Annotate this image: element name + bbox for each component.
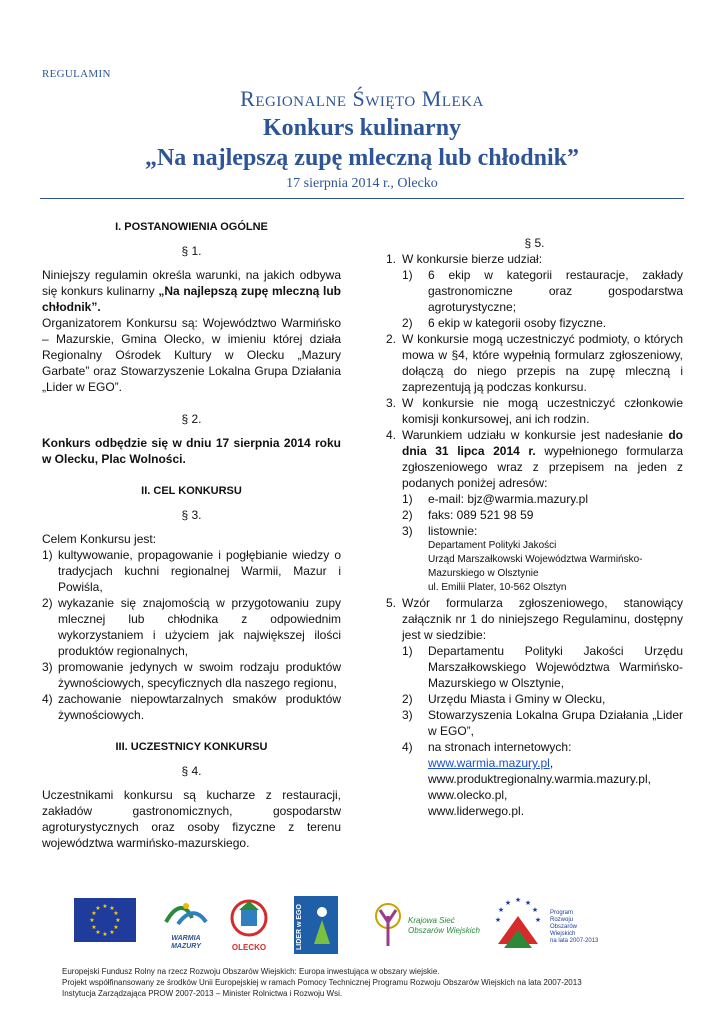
eu-flag-icon <box>74 898 136 942</box>
svg-text:★: ★ <box>89 917 95 924</box>
lider-w-ego-logo <box>294 896 338 954</box>
logo-text: Rozwoju <box>550 917 574 923</box>
list-item: 4) zachowanie niepowtarzalnych smaków produktów żywnościowych. <box>42 692 341 722</box>
logo-text: MAZURY <box>171 943 201 950</box>
paragraph-number: § 4. <box>181 764 202 778</box>
logo-text: LIDER w EGO <box>296 904 303 950</box>
lider-figure-icon <box>308 904 336 946</box>
svg-text:★: ★ <box>91 924 97 931</box>
document-kicker: REGULAMIN <box>42 68 111 80</box>
logo-text: Obszarów <box>550 924 578 930</box>
sponsor-logos <box>60 892 660 958</box>
footer-line: Instytucja Zarządzająca PROW 2007-2013 – Minister Rolnictwa i Rozwoju Wsi. <box>62 989 343 998</box>
event-name: Regionalne Święto Mleka <box>240 86 484 111</box>
paragraph-text: Niniejszy regulamin określa warunki, na jakich odbywa się konkurs kulinarny „Na najlepszą zupę mleczną lub chłodnik”. <box>42 268 341 314</box>
sub-list-item: 1) 6 ekip w kategorii restauracje, zakłady gastronomiczne oraz gospodarstwa agroturystyczne; <box>402 268 683 314</box>
svg-text:★: ★ <box>524 899 532 907</box>
footer-line: Europejski Fundusz Rolny na rzecz Rozwoju Obszarów Wiejskich: Europa inwestująca w obszary wiejskie. <box>62 967 440 976</box>
list-item: 1) kultywowanie, propagowanie i pogłębianie wiedzy o tradycjach kuchni regionalnej Warmii, Mazur i Powiśla, <box>42 548 341 594</box>
link-warmia-mazury[interactable]: www.warmia.mazury.pl <box>428 756 550 770</box>
sub-list-item: 3) Stowarzyszenia Lokalna Grupa Działania „Lider w EGO”, <box>402 708 683 738</box>
paragraph-text: Uczestnikami konkursu są kucharze z restauracji, zakładów gastronomicznych, gospodarstw agroturystycznych oraz osoby fizyczne z terenu województwa warmińsko-mazurskiego. <box>42 788 341 850</box>
paragraph-number: § 1. <box>181 244 202 258</box>
paragraph-text: Konkurs odbędzie się w dniu 17 sierpnia 2014 roku w Olecku, Plac Wolności. <box>42 436 341 466</box>
olecko-logo <box>226 894 272 954</box>
sub-list-item: 2) Urzędu Miasta i Gminy w Olecku, <box>402 692 606 706</box>
right-column <box>386 235 683 819</box>
list-item: 4. Warunkiem udziału w konkursie jest nadesłanie do dnia 31 lipca 2014 r. wypełnionego formularza zgłoszeniowego wraz z przepisem na jeden z podanych poniżej adresów: <box>386 428 683 490</box>
svg-text:★: ★ <box>514 896 522 904</box>
logo-text: Wiejskich <box>550 931 576 937</box>
link-liderwego[interactable]: www.liderwego.pl. <box>428 804 525 818</box>
paragraph-number: § 2. <box>181 412 202 426</box>
list-item: 2. W konkursie mogą uczestniczyć podmioty, o których mowa w §4, które wypełnią formularz zgłoszeniowy, dołączą do niego przepis na zupę mleczną i zaprezentują ją podczas konkursu. <box>386 332 683 394</box>
section-heading-general: I. POSTANOWIENIA OGÓLNE <box>115 221 268 233</box>
svg-text:★: ★ <box>115 917 121 924</box>
svg-text:★: ★ <box>531 906 539 914</box>
logo-text: OLECKO <box>231 943 267 952</box>
link-produkt-regionalny[interactable]: www.produktregionalny.warmia.mazury.pl, <box>428 772 651 786</box>
postal-address-line: Departament Polityki Jakości <box>428 540 557 551</box>
list-item: 3) promowanie jedynych w swoim rodzaju produktów żywnościowych, specyficznych dla naszego regionu, <box>42 660 341 690</box>
svg-text:★: ★ <box>95 905 101 912</box>
svg-text:★: ★ <box>494 916 502 924</box>
svg-text:★: ★ <box>102 903 108 910</box>
logo-text: na lata 2007-2013 <box>550 938 599 944</box>
svg-text:★: ★ <box>102 931 108 938</box>
postal-address-line: ul. Emilii Plater, 10-562 Olsztyn <box>428 582 567 593</box>
logo-text: Krajowa Sieć <box>408 916 455 925</box>
ksow-tree-icon <box>370 902 406 948</box>
event-date: 17 sierpnia 2014 r., Olecko <box>286 176 438 191</box>
paragraph-number: § 5. <box>524 236 545 250</box>
sub-list-item: 2) 6 ekip w kategorii osoby fizyczne. <box>402 316 607 330</box>
svg-text:★: ★ <box>91 910 97 917</box>
list-item: 2) wykazanie się znajomością w przygotowaniu zupy mlecznej lub chłodnika z odpowiednim wykorzystaniem i użyciem jak największej ilości produktów regionalnych, <box>42 596 341 658</box>
list-item: 1. W konkursie bierze udział: <box>386 252 543 266</box>
link-separator: , <box>549 756 554 770</box>
svg-text:★: ★ <box>95 929 101 936</box>
logo-text: Obszarów Wiejskich <box>408 926 480 935</box>
section-heading-goal: II. CEL KONKURSU <box>141 485 242 497</box>
link-olecko[interactable]: www.olecko.pl, <box>428 788 508 802</box>
list-item: 3. W konkursie nie mogą uczestniczyć członkowie komisji konkursowej, ani ich rodzin. <box>386 396 683 426</box>
svg-text:★: ★ <box>109 905 115 912</box>
footer-line: Projekt współfinansowany ze środków Unii Europejskiej w ramach Pomocy Technicznej Programu Rozwoju Obszarów Wiejskich na lata 2007-2013 <box>62 978 582 987</box>
sub-list-item: 1) Departamentu Polityki Jakości Urzędu Marszałkowskiego Województwa Warmińsko-Mazurskiego w Olsztynie, <box>402 644 683 690</box>
list-item: 5. Wzór formularza zgłoszeniowego, stanowiący załącznik nr 1 do niniejszego Regulaminu, dostępny jest w siedzibie: <box>386 596 683 642</box>
postal-address-line: Urząd Marszałkowski Województwa Warmińsko-Mazurskiego w Olsztynie <box>428 554 643 579</box>
svg-text:★: ★ <box>109 929 115 936</box>
svg-text:★: ★ <box>534 916 542 924</box>
funding-footer <box>62 966 682 999</box>
svg-text:★: ★ <box>113 924 119 931</box>
olecko-crest-icon <box>226 894 272 938</box>
logo-text: Program <box>550 910 574 916</box>
svg-text:★: ★ <box>497 906 505 914</box>
sub-list-item: 3) listownie: <box>402 524 478 538</box>
logo-text: WARMIA <box>171 935 201 942</box>
paragraph-text: Organizatorem Konkursu są: Województwo Warmińsko – Mazurskie, Gmina Olecko, w imieniu której działa Regionalny Ośrodek Kultury w Olecku „Mazury Garbate” oraz Stowarzyszenie Lokalna Grupa Działania „Lider w EGO”. <box>42 316 341 394</box>
contest-subtitle: „Na najlepszą zupę mleczną lub chłodnik” <box>144 145 580 171</box>
warmia-mazury-icon <box>158 900 214 930</box>
contest-title: Konkurs kulinarny <box>262 115 462 141</box>
ksow-logo <box>370 902 480 950</box>
prow-emblem-icon <box>488 894 548 952</box>
paragraph-text: Celem Konkursu jest: <box>42 532 157 546</box>
paragraph-number: § 3. <box>181 508 202 522</box>
prow-logo <box>488 894 608 954</box>
sub-list-item: 4) na stronach internetowych: <box>402 740 572 754</box>
warmia-mazury-logo <box>158 900 214 950</box>
section-heading-participants: III. UCZESTNICY KONKURSU <box>115 741 268 753</box>
svg-text:★: ★ <box>504 899 512 907</box>
left-column <box>42 219 341 851</box>
sub-list-item: 1) e-mail: bjz@warmia.mazury.pl <box>402 492 588 506</box>
sub-list-item: 2) faks: 089 521 98 59 <box>402 508 534 522</box>
header-divider <box>40 198 684 199</box>
svg-text:★: ★ <box>113 910 119 917</box>
